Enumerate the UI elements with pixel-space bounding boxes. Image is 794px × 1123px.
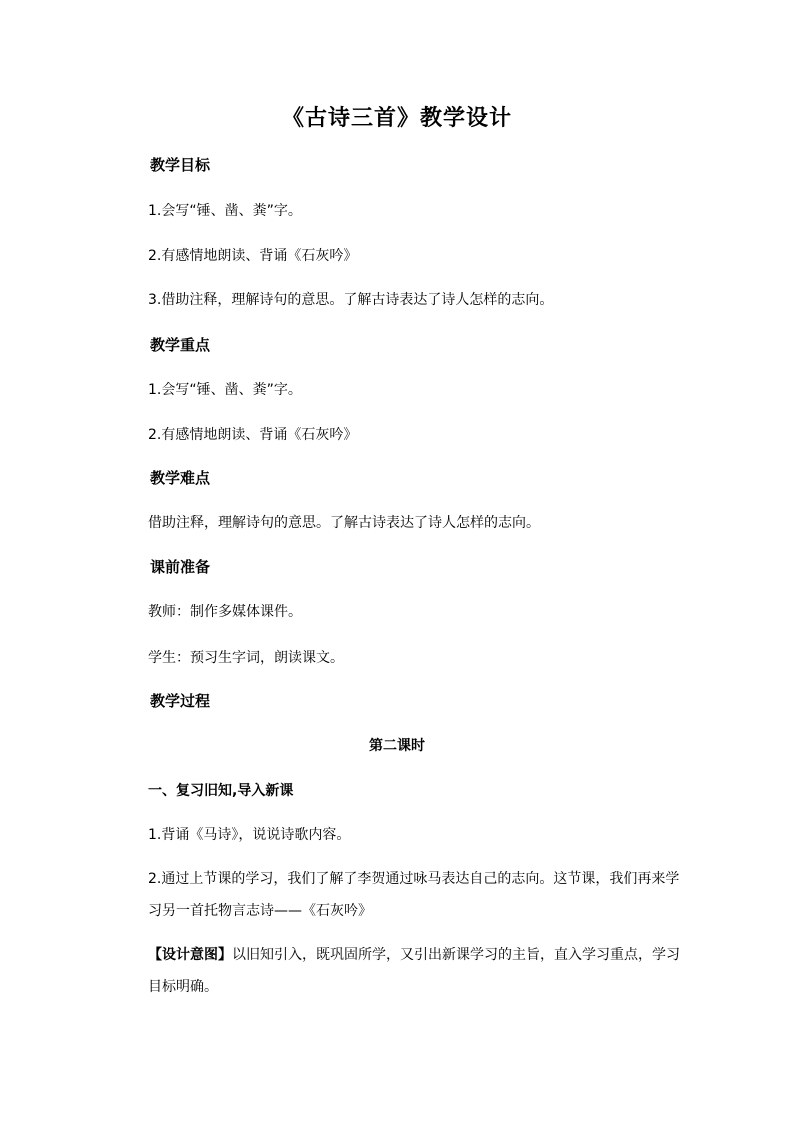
lesson-heading: 第二课时	[369, 738, 425, 754]
preparation-item: 学生：预习生字词，朗读课文。	[148, 650, 344, 666]
section-heading-goals: 教学目标	[150, 156, 211, 174]
design-intent-paragraph	[148, 945, 680, 965]
document-title: 《古诗三首》教学设计	[281, 106, 512, 131]
section-heading-preparation: 课前准备	[150, 558, 211, 576]
process-item: 1.背诵《马诗》，说说诗歌内容。	[148, 827, 351, 843]
process-item: 2.通过上节课的学习，我们了解了李贺通过咏马表达自己的志向。这节课，我们再来学	[148, 871, 680, 887]
section-heading-key-points: 教学重点	[150, 336, 211, 354]
key-point-item: 2.有感情地朗读、背诵《石灰吟》	[148, 427, 358, 443]
key-point-item: 1.会写“锤、凿、粪”字。	[148, 382, 302, 398]
part-heading: 一、复习旧知,导入新课	[148, 783, 294, 799]
design-intent-text: 以旧知引入，既巩固所学，又引出新课学习的主旨，直入学习重点，学习	[232, 947, 680, 963]
design-intent-label: 【设计意图】	[148, 947, 232, 963]
goal-item: 3.借助注释，理解诗句的意思。了解古诗表达了诗人怎样的志向。	[148, 292, 554, 308]
preparation-item: 教师：制作多媒体课件。	[148, 604, 302, 620]
difficulty-item: 借助注释，理解诗句的意思。了解古诗表达了诗人怎样的志向。	[148, 515, 540, 531]
section-heading-process: 教学过程	[150, 692, 211, 710]
goal-item: 1.会写“锤、凿、粪”字。	[148, 203, 302, 219]
process-item-continuation: 习另一首托物言志诗——《石灰吟》	[148, 903, 372, 919]
design-intent-continuation: 目标明确。	[148, 979, 218, 995]
section-heading-difficulties: 教学难点	[150, 469, 211, 487]
goal-item: 2.有感情地朗读、背诵《石灰吟》	[148, 248, 358, 264]
